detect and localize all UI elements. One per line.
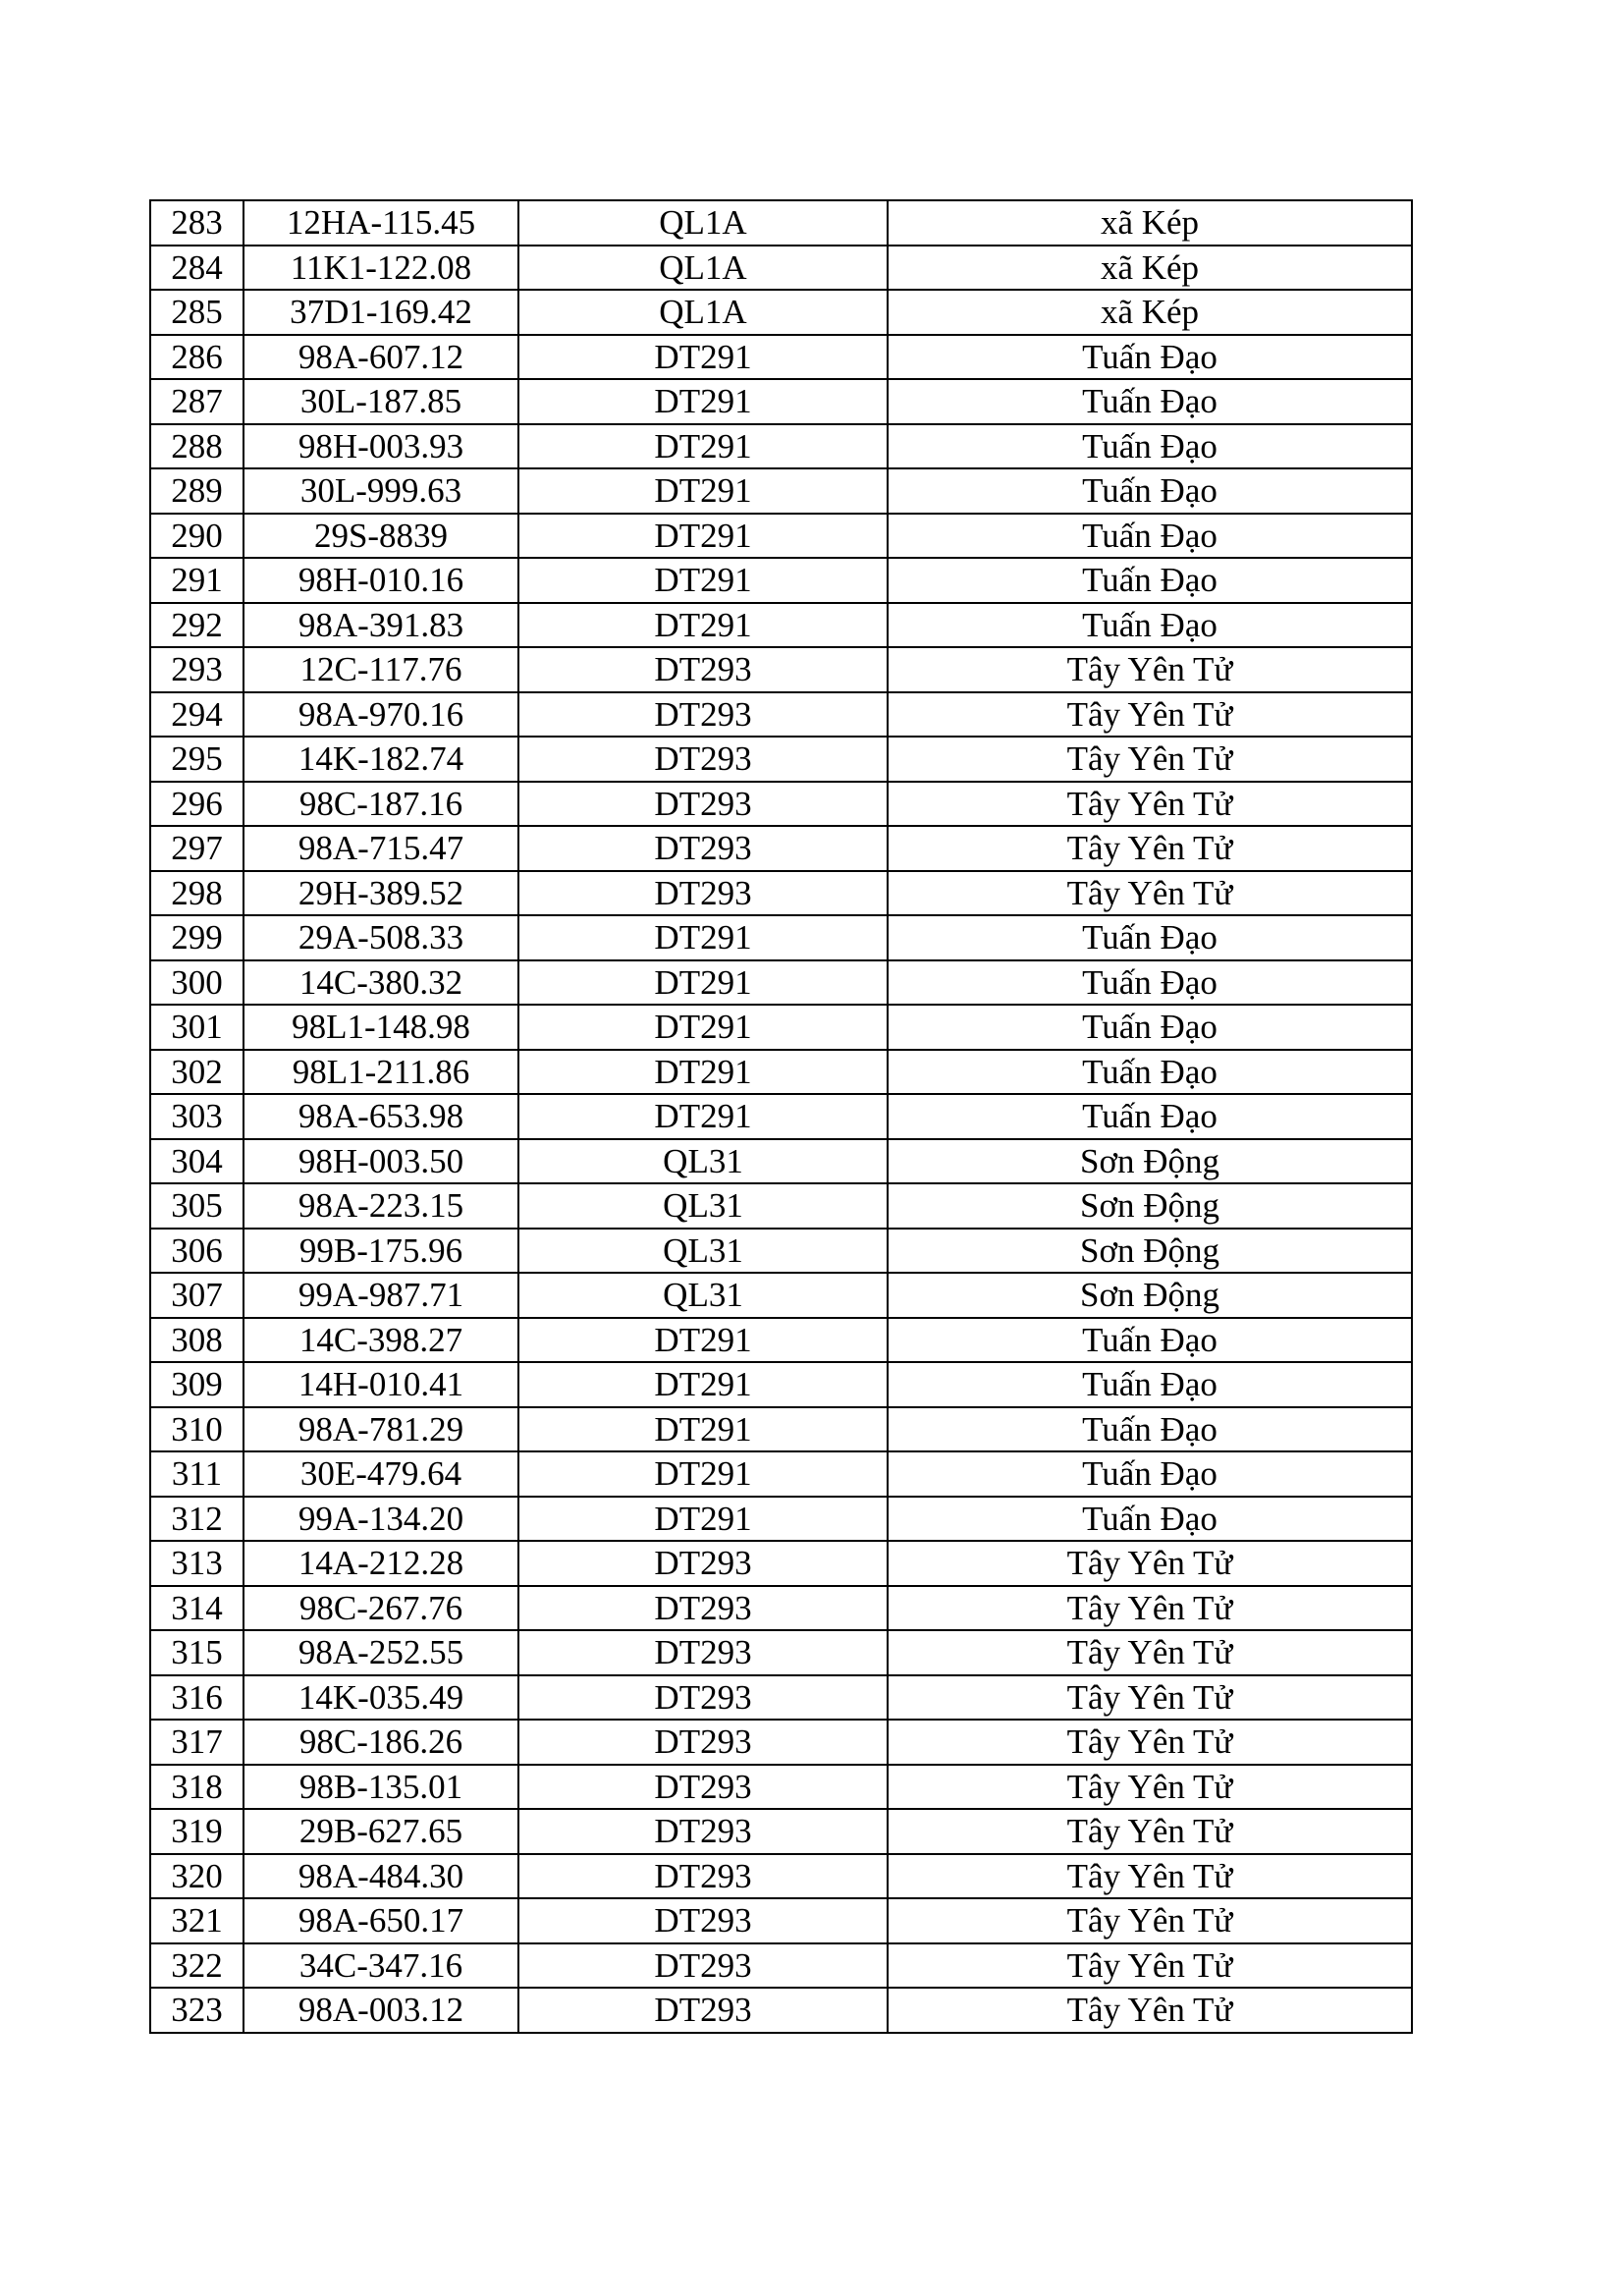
table-row xyxy=(150,335,1412,380)
row-number-cell: 313 xyxy=(150,1541,243,1586)
table-row xyxy=(150,1139,1412,1184)
violation-table xyxy=(149,199,1413,2034)
row-number-cell: 297 xyxy=(150,826,243,871)
location-cell: Tây Yên Tử xyxy=(888,1720,1412,1765)
route-cell: QL31 xyxy=(518,1139,888,1184)
route-cell: DT293 xyxy=(518,1765,888,1810)
route-cell: DT291 xyxy=(518,1050,888,1095)
table-row xyxy=(150,424,1412,469)
table-body xyxy=(150,200,1412,2033)
route-cell: QL31 xyxy=(518,1229,888,1274)
license-plate-cell: 98B-135.01 xyxy=(243,1765,518,1810)
location-cell: Tuấn Đạo xyxy=(888,1050,1412,1095)
table-row xyxy=(150,1630,1412,1675)
license-plate-cell: 30L-999.63 xyxy=(243,468,518,514)
row-number-cell: 295 xyxy=(150,737,243,782)
route-cell: DT293 xyxy=(518,1898,888,1943)
location-cell: Sơn Động xyxy=(888,1183,1412,1229)
location-cell: Tuấn Đạo xyxy=(888,1094,1412,1139)
route-cell: DT293 xyxy=(518,1630,888,1675)
location-cell: xã Kép xyxy=(888,246,1412,291)
license-plate-cell: 14K-182.74 xyxy=(243,737,518,782)
location-cell: Tuấn Đạo xyxy=(888,335,1412,380)
route-cell: DT291 xyxy=(518,514,888,559)
row-number-cell: 322 xyxy=(150,1943,243,1989)
license-plate-cell: 14C-380.32 xyxy=(243,960,518,1006)
row-number-cell: 293 xyxy=(150,647,243,692)
license-plate-cell: 99A-134.20 xyxy=(243,1497,518,1542)
location-cell: Tuấn Đạo xyxy=(888,915,1412,960)
location-cell: Tuấn Đạo xyxy=(888,1362,1412,1407)
license-plate-cell: 30E-479.64 xyxy=(243,1451,518,1497)
location-cell: Tây Yên Tử xyxy=(888,1765,1412,1810)
location-cell: Tây Yên Tử xyxy=(888,1586,1412,1631)
location-cell: Sơn Động xyxy=(888,1229,1412,1274)
row-number-cell: 299 xyxy=(150,915,243,960)
license-plate-cell: 98A-970.16 xyxy=(243,692,518,738)
route-cell: DT293 xyxy=(518,737,888,782)
route-cell: DT291 xyxy=(518,468,888,514)
location-cell: Tuấn Đạo xyxy=(888,424,1412,469)
table-row xyxy=(150,1898,1412,1943)
location-cell: Tây Yên Tử xyxy=(888,1630,1412,1675)
route-cell: DT293 xyxy=(518,1675,888,1721)
location-cell: Tuấn Đạo xyxy=(888,603,1412,648)
row-number-cell: 311 xyxy=(150,1451,243,1497)
route-cell: DT291 xyxy=(518,335,888,380)
row-number-cell: 318 xyxy=(150,1765,243,1810)
table-row xyxy=(150,782,1412,827)
license-plate-cell: 30L-187.85 xyxy=(243,379,518,424)
route-cell: DT291 xyxy=(518,1497,888,1542)
table-row xyxy=(150,826,1412,871)
table-row xyxy=(150,468,1412,514)
route-cell: DT293 xyxy=(518,692,888,738)
license-plate-cell: 98A-650.17 xyxy=(243,1898,518,1943)
row-number-cell: 298 xyxy=(150,871,243,916)
row-number-cell: 296 xyxy=(150,782,243,827)
table-row xyxy=(150,200,1412,246)
route-cell: DT291 xyxy=(518,379,888,424)
license-plate-cell: 98H-003.93 xyxy=(243,424,518,469)
license-plate-cell: 37D1-169.42 xyxy=(243,290,518,335)
location-cell: Tây Yên Tử xyxy=(888,1854,1412,1899)
license-plate-cell: 99B-175.96 xyxy=(243,1229,518,1274)
table-row xyxy=(150,1497,1412,1542)
location-cell: Tây Yên Tử xyxy=(888,737,1412,782)
location-cell: Tuấn Đạo xyxy=(888,1318,1412,1363)
route-cell: DT291 xyxy=(518,1005,888,1050)
row-number-cell: 302 xyxy=(150,1050,243,1095)
route-cell: DT293 xyxy=(518,1988,888,2033)
row-number-cell: 307 xyxy=(150,1273,243,1318)
table-row xyxy=(150,246,1412,291)
license-plate-cell: 29H-389.52 xyxy=(243,871,518,916)
license-plate-cell: 98A-607.12 xyxy=(243,335,518,380)
location-cell: xã Kép xyxy=(888,290,1412,335)
table-row xyxy=(150,1407,1412,1452)
location-cell: Tây Yên Tử xyxy=(888,826,1412,871)
license-plate-cell: 14H-010.41 xyxy=(243,1362,518,1407)
table-row xyxy=(150,290,1412,335)
license-plate-cell: 29S-8839 xyxy=(243,514,518,559)
row-number-cell: 290 xyxy=(150,514,243,559)
table-row xyxy=(150,514,1412,559)
route-cell: QL1A xyxy=(518,290,888,335)
route-cell: DT291 xyxy=(518,424,888,469)
license-plate-cell: 98A-484.30 xyxy=(243,1854,518,1899)
license-plate-cell: 98L1-211.86 xyxy=(243,1050,518,1095)
table-row xyxy=(150,647,1412,692)
table-row xyxy=(150,1362,1412,1407)
route-cell: DT291 xyxy=(518,1407,888,1452)
row-number-cell: 319 xyxy=(150,1809,243,1854)
route-cell: DT291 xyxy=(518,960,888,1006)
table-row xyxy=(150,558,1412,603)
table-row xyxy=(150,960,1412,1006)
row-number-cell: 312 xyxy=(150,1497,243,1542)
license-plate-cell: 98A-715.47 xyxy=(243,826,518,871)
route-cell: DT291 xyxy=(518,1362,888,1407)
table-row xyxy=(150,1675,1412,1721)
table-row xyxy=(150,1720,1412,1765)
location-cell: Tuấn Đạo xyxy=(888,558,1412,603)
location-cell: Tuấn Đạo xyxy=(888,1451,1412,1497)
table-row xyxy=(150,1005,1412,1050)
route-cell: QL31 xyxy=(518,1273,888,1318)
license-plate-cell: 12HA-115.45 xyxy=(243,200,518,246)
location-cell: Tây Yên Tử xyxy=(888,1898,1412,1943)
row-number-cell: 301 xyxy=(150,1005,243,1050)
route-cell: DT293 xyxy=(518,1854,888,1899)
table-row xyxy=(150,1943,1412,1989)
table-row xyxy=(150,1229,1412,1274)
license-plate-cell: 14K-035.49 xyxy=(243,1675,518,1721)
route-cell: DT293 xyxy=(518,1943,888,1989)
license-plate-cell: 98H-010.16 xyxy=(243,558,518,603)
location-cell: Tây Yên Tử xyxy=(888,647,1412,692)
license-plate-cell: 98A-223.15 xyxy=(243,1183,518,1229)
row-number-cell: 316 xyxy=(150,1675,243,1721)
location-cell: Tây Yên Tử xyxy=(888,1809,1412,1854)
location-cell: Tây Yên Tử xyxy=(888,692,1412,738)
license-plate-cell: 11K1-122.08 xyxy=(243,246,518,291)
row-number-cell: 291 xyxy=(150,558,243,603)
route-cell: DT291 xyxy=(518,558,888,603)
table-row xyxy=(150,1451,1412,1497)
location-cell: Tuấn Đạo xyxy=(888,1407,1412,1452)
location-cell: Tuấn Đạo xyxy=(888,960,1412,1006)
table-row xyxy=(150,1988,1412,2033)
row-number-cell: 288 xyxy=(150,424,243,469)
row-number-cell: 315 xyxy=(150,1630,243,1675)
row-number-cell: 321 xyxy=(150,1898,243,1943)
row-number-cell: 303 xyxy=(150,1094,243,1139)
location-cell: Tây Yên Tử xyxy=(888,1988,1412,2033)
route-cell: DT293 xyxy=(518,1586,888,1631)
route-cell: DT291 xyxy=(518,1451,888,1497)
license-plate-cell: 98C-267.76 xyxy=(243,1586,518,1631)
table-row xyxy=(150,1541,1412,1586)
row-number-cell: 284 xyxy=(150,246,243,291)
license-plate-cell: 12C-117.76 xyxy=(243,647,518,692)
location-cell: Tây Yên Tử xyxy=(888,871,1412,916)
license-plate-cell: 98C-187.16 xyxy=(243,782,518,827)
row-number-cell: 292 xyxy=(150,603,243,648)
table-row xyxy=(150,1809,1412,1854)
table-row xyxy=(150,915,1412,960)
location-cell: Tuấn Đạo xyxy=(888,1497,1412,1542)
table-row xyxy=(150,603,1412,648)
location-cell: Tuấn Đạo xyxy=(888,1005,1412,1050)
table-row xyxy=(150,1854,1412,1899)
table-row xyxy=(150,1765,1412,1810)
location-cell: Tây Yên Tử xyxy=(888,1541,1412,1586)
table-row xyxy=(150,379,1412,424)
license-plate-cell: 14C-398.27 xyxy=(243,1318,518,1363)
row-number-cell: 287 xyxy=(150,379,243,424)
license-plate-cell: 98H-003.50 xyxy=(243,1139,518,1184)
route-cell: DT293 xyxy=(518,826,888,871)
route-cell: DT291 xyxy=(518,915,888,960)
route-cell: QL1A xyxy=(518,246,888,291)
table-row xyxy=(150,737,1412,782)
table-row xyxy=(150,1586,1412,1631)
row-number-cell: 289 xyxy=(150,468,243,514)
location-cell: Sơn Động xyxy=(888,1273,1412,1318)
location-cell: Tuấn Đạo xyxy=(888,379,1412,424)
license-plate-cell: 98A-391.83 xyxy=(243,603,518,648)
route-cell: DT293 xyxy=(518,871,888,916)
route-cell: DT293 xyxy=(518,647,888,692)
table-row xyxy=(150,1318,1412,1363)
location-cell: Tây Yên Tử xyxy=(888,1943,1412,1989)
table-row xyxy=(150,692,1412,738)
license-plate-cell: 98A-003.12 xyxy=(243,1988,518,2033)
row-number-cell: 286 xyxy=(150,335,243,380)
license-plate-cell: 29B-627.65 xyxy=(243,1809,518,1854)
license-plate-cell: 98L1-148.98 xyxy=(243,1005,518,1050)
location-cell: xã Kép xyxy=(888,200,1412,246)
route-cell: DT291 xyxy=(518,1318,888,1363)
row-number-cell: 283 xyxy=(150,200,243,246)
row-number-cell: 306 xyxy=(150,1229,243,1274)
row-number-cell: 310 xyxy=(150,1407,243,1452)
row-number-cell: 320 xyxy=(150,1854,243,1899)
row-number-cell: 304 xyxy=(150,1139,243,1184)
table-row xyxy=(150,1273,1412,1318)
row-number-cell: 323 xyxy=(150,1988,243,2033)
table-row xyxy=(150,1050,1412,1095)
license-plate-cell: 98A-252.55 xyxy=(243,1630,518,1675)
location-cell: Tây Yên Tử xyxy=(888,1675,1412,1721)
license-plate-cell: 98A-781.29 xyxy=(243,1407,518,1452)
row-number-cell: 308 xyxy=(150,1318,243,1363)
table-row xyxy=(150,871,1412,916)
row-number-cell: 314 xyxy=(150,1586,243,1631)
route-cell: DT293 xyxy=(518,1541,888,1586)
row-number-cell: 285 xyxy=(150,290,243,335)
table-row xyxy=(150,1183,1412,1229)
license-plate-cell: 34C-347.16 xyxy=(243,1943,518,1989)
route-cell: DT293 xyxy=(518,782,888,827)
route-cell: DT293 xyxy=(518,1720,888,1765)
row-number-cell: 300 xyxy=(150,960,243,1006)
license-plate-cell: 99A-987.71 xyxy=(243,1273,518,1318)
route-cell: QL1A xyxy=(518,200,888,246)
route-cell: DT293 xyxy=(518,1809,888,1854)
license-plate-cell: 98A-653.98 xyxy=(243,1094,518,1139)
license-plate-cell: 29A-508.33 xyxy=(243,915,518,960)
route-cell: QL31 xyxy=(518,1183,888,1229)
license-plate-cell: 14A-212.28 xyxy=(243,1541,518,1586)
row-number-cell: 317 xyxy=(150,1720,243,1765)
route-cell: DT291 xyxy=(518,1094,888,1139)
location-cell: Tuấn Đạo xyxy=(888,468,1412,514)
license-plate-cell: 98C-186.26 xyxy=(243,1720,518,1765)
row-number-cell: 294 xyxy=(150,692,243,738)
table-row xyxy=(150,1094,1412,1139)
row-number-cell: 309 xyxy=(150,1362,243,1407)
location-cell: Sơn Động xyxy=(888,1139,1412,1184)
location-cell: Tây Yên Tử xyxy=(888,782,1412,827)
route-cell: DT291 xyxy=(518,603,888,648)
location-cell: Tuấn Đạo xyxy=(888,514,1412,559)
row-number-cell: 305 xyxy=(150,1183,243,1229)
